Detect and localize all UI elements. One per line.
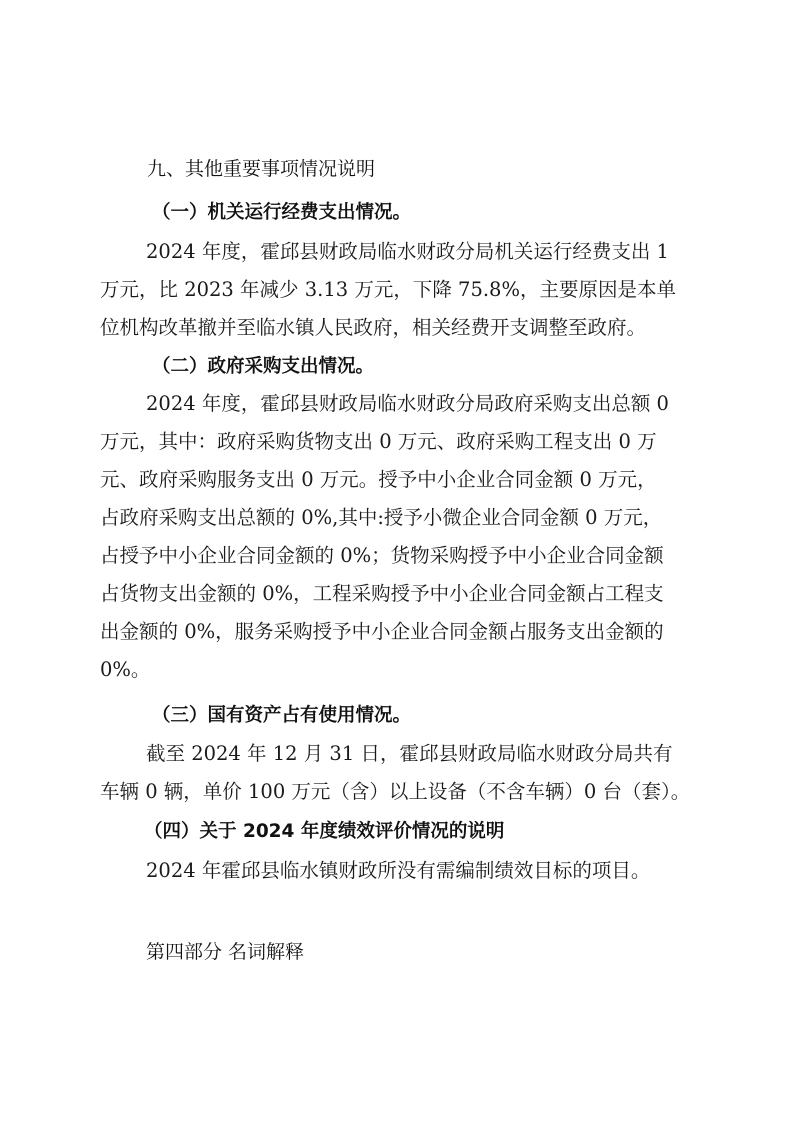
subsection-1-line-1: 2024 年度，霍邱县财政局临水财政分局机关运行经费支出 1 xyxy=(146,240,669,263)
subsection-2-heading: （二）政府采购支出情况。 xyxy=(152,356,375,377)
subsection-4-line-1: 2024 年霍邱县临水镇财政所没有需编制绩效目标的项目。 xyxy=(146,859,651,882)
part-four-heading: 第四部分 名词解释 xyxy=(146,941,305,963)
subsection-1-line-2: 万元，比 2023 年减少 3.13 万元，下降 75.8%，主要原因是本单 xyxy=(100,278,676,301)
subsection-2-line-5: 占授予中小企业合同金额的 0%；货物采购授予中小企业合同金额 xyxy=(100,544,664,567)
section-nine-heading: 九、其他重要事项情况说明 xyxy=(147,158,376,180)
subsection-2-line-8: 0%。 xyxy=(100,658,151,681)
subsection-4-heading: （四）关于 2024 年度绩效评价情况的说明 xyxy=(144,821,505,842)
subsection-1-heading: （一）机关运行经费支出情况。 xyxy=(152,202,412,223)
subsection-2-line-7: 出金额的 0%，服务采购授予中小企业合同金额占服务支出金额的 xyxy=(100,620,664,643)
subsection-2-line-2: 万元，其中：政府采购货物支出 0 万元、政府采购工程支出 0 万 xyxy=(100,430,657,453)
subsection-2-line-4: 占政府采购支出总额的 0%,其中:授予小微企业合同金额 0 万元， xyxy=(100,506,663,529)
subsection-2-line-3: 元、政府采购服务支出 0 万元。授予中小企业合同金额 0 万元， xyxy=(100,468,657,491)
subsection-3-line-1: 截至 2024 年 12 月 31 日，霍邱县财政局临水财政分局共有 xyxy=(146,742,673,765)
subsection-3-heading: （三）国有资产占有使用情况。 xyxy=(152,705,412,726)
subsection-2-line-1: 2024 年度，霍邱县财政局临水财政分局政府采购支出总额 0 xyxy=(146,392,669,415)
subsection-1-line-3: 位机构改革撤并至临水镇人民政府，相关经费开支调整至政府。 xyxy=(100,316,647,339)
subsection-3-line-2: 车辆 0 辆，单价 100 万元（含）以上设备（不含车辆）0 台（套）。 xyxy=(100,780,691,803)
subsection-2-line-6: 占货物支出金额的 0%，工程采购授予中小企业合同金额占工程支 xyxy=(100,582,664,605)
